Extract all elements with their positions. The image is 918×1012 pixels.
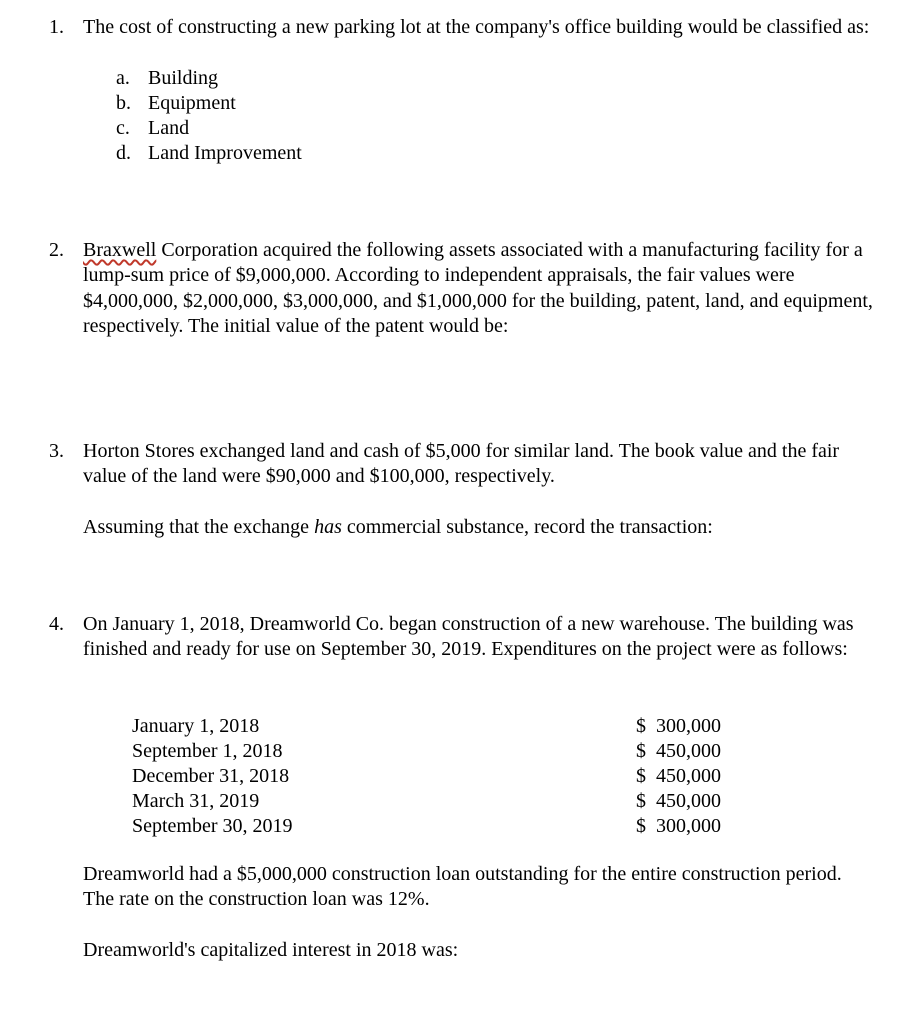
option-a	[0, 66, 500, 91]
question-text-rest: Corporation acquired the following assets associated with a manufacturing facility for a lump-sum price of $9,000,000. According to independent appraisals, the fair values were $4,000,000, $2,000,000, $3,000,000, and $1,000,000 for the building, patent, land, and equipment, respectively. The initial value of the patent would be:	[83, 239, 873, 338]
question-text: On January 1, 2018, Dreamworld Co. began construction of a new warehouse. The building was finished and ready for use on September 30, 2019. Expenditures on the project were as follows:	[83, 613, 854, 661]
assumption-pre: Assuming that the exchange	[83, 516, 315, 538]
option-letter: a.	[116, 67, 130, 89]
expenditure-date: September 30, 2019	[132, 815, 293, 837]
capitalized-interest-question: Dreamworld's capitalized interest in 2018 was:	[83, 939, 459, 961]
table-row	[132, 789, 742, 814]
question-text	[83, 238, 873, 340]
option-letter: c.	[116, 117, 130, 139]
loan-text: Dreamworld had a $5,000,000 construction loan outstanding for the entire construction period. The rate on the construction loan was 12%.	[83, 863, 842, 911]
assumption-emphasis: has	[314, 516, 342, 538]
option-text: Building	[148, 67, 219, 89]
expenditure-amount: $ 450,000	[636, 765, 721, 787]
answer-options	[0, 66, 500, 166]
expenditure-date: December 31, 2018	[132, 765, 290, 787]
table-row	[132, 764, 742, 789]
option-text: Equipment	[148, 92, 236, 114]
option-text: Land Improvement	[148, 142, 302, 164]
assumption-text	[83, 515, 873, 540]
question-number: 3.	[49, 440, 64, 462]
option-text: Land	[148, 117, 190, 139]
expenditure-amount: $ 300,000	[636, 815, 721, 837]
table-row	[132, 814, 742, 839]
question-number: 4.	[49, 613, 64, 635]
expenditure-amount: $ 450,000	[636, 790, 721, 812]
question-text: The cost of constructing a new parking lot at the company's office building would be classified as:	[83, 16, 870, 38]
option-letter: d.	[116, 142, 131, 164]
table-row	[132, 714, 742, 739]
table-row	[132, 739, 742, 764]
question-text: Horton Stores exchanged land and cash of $5,000 for similar land. The book value and the fair value of the land were $90,000 and $100,000, respectively.	[83, 440, 840, 488]
expenditure-date: March 31, 2019	[132, 790, 260, 812]
option-letter: b.	[116, 92, 131, 114]
spellcheck-word[interactable]: Braxwell	[83, 239, 157, 261]
assumption-post: commercial substance, record the transaction:	[341, 516, 713, 538]
option-b	[0, 91, 500, 116]
expenditure-amount: $ 450,000	[636, 740, 721, 762]
question-number: 1.	[49, 16, 64, 38]
option-d	[0, 141, 500, 166]
option-c	[0, 116, 500, 141]
expenditure-date: January 1, 2018	[132, 715, 260, 737]
expenditure-date: September 1, 2018	[132, 740, 283, 762]
expenditures-table	[132, 714, 742, 839]
expenditure-amount: $ 300,000	[636, 715, 721, 737]
question-number: 2.	[49, 239, 64, 261]
